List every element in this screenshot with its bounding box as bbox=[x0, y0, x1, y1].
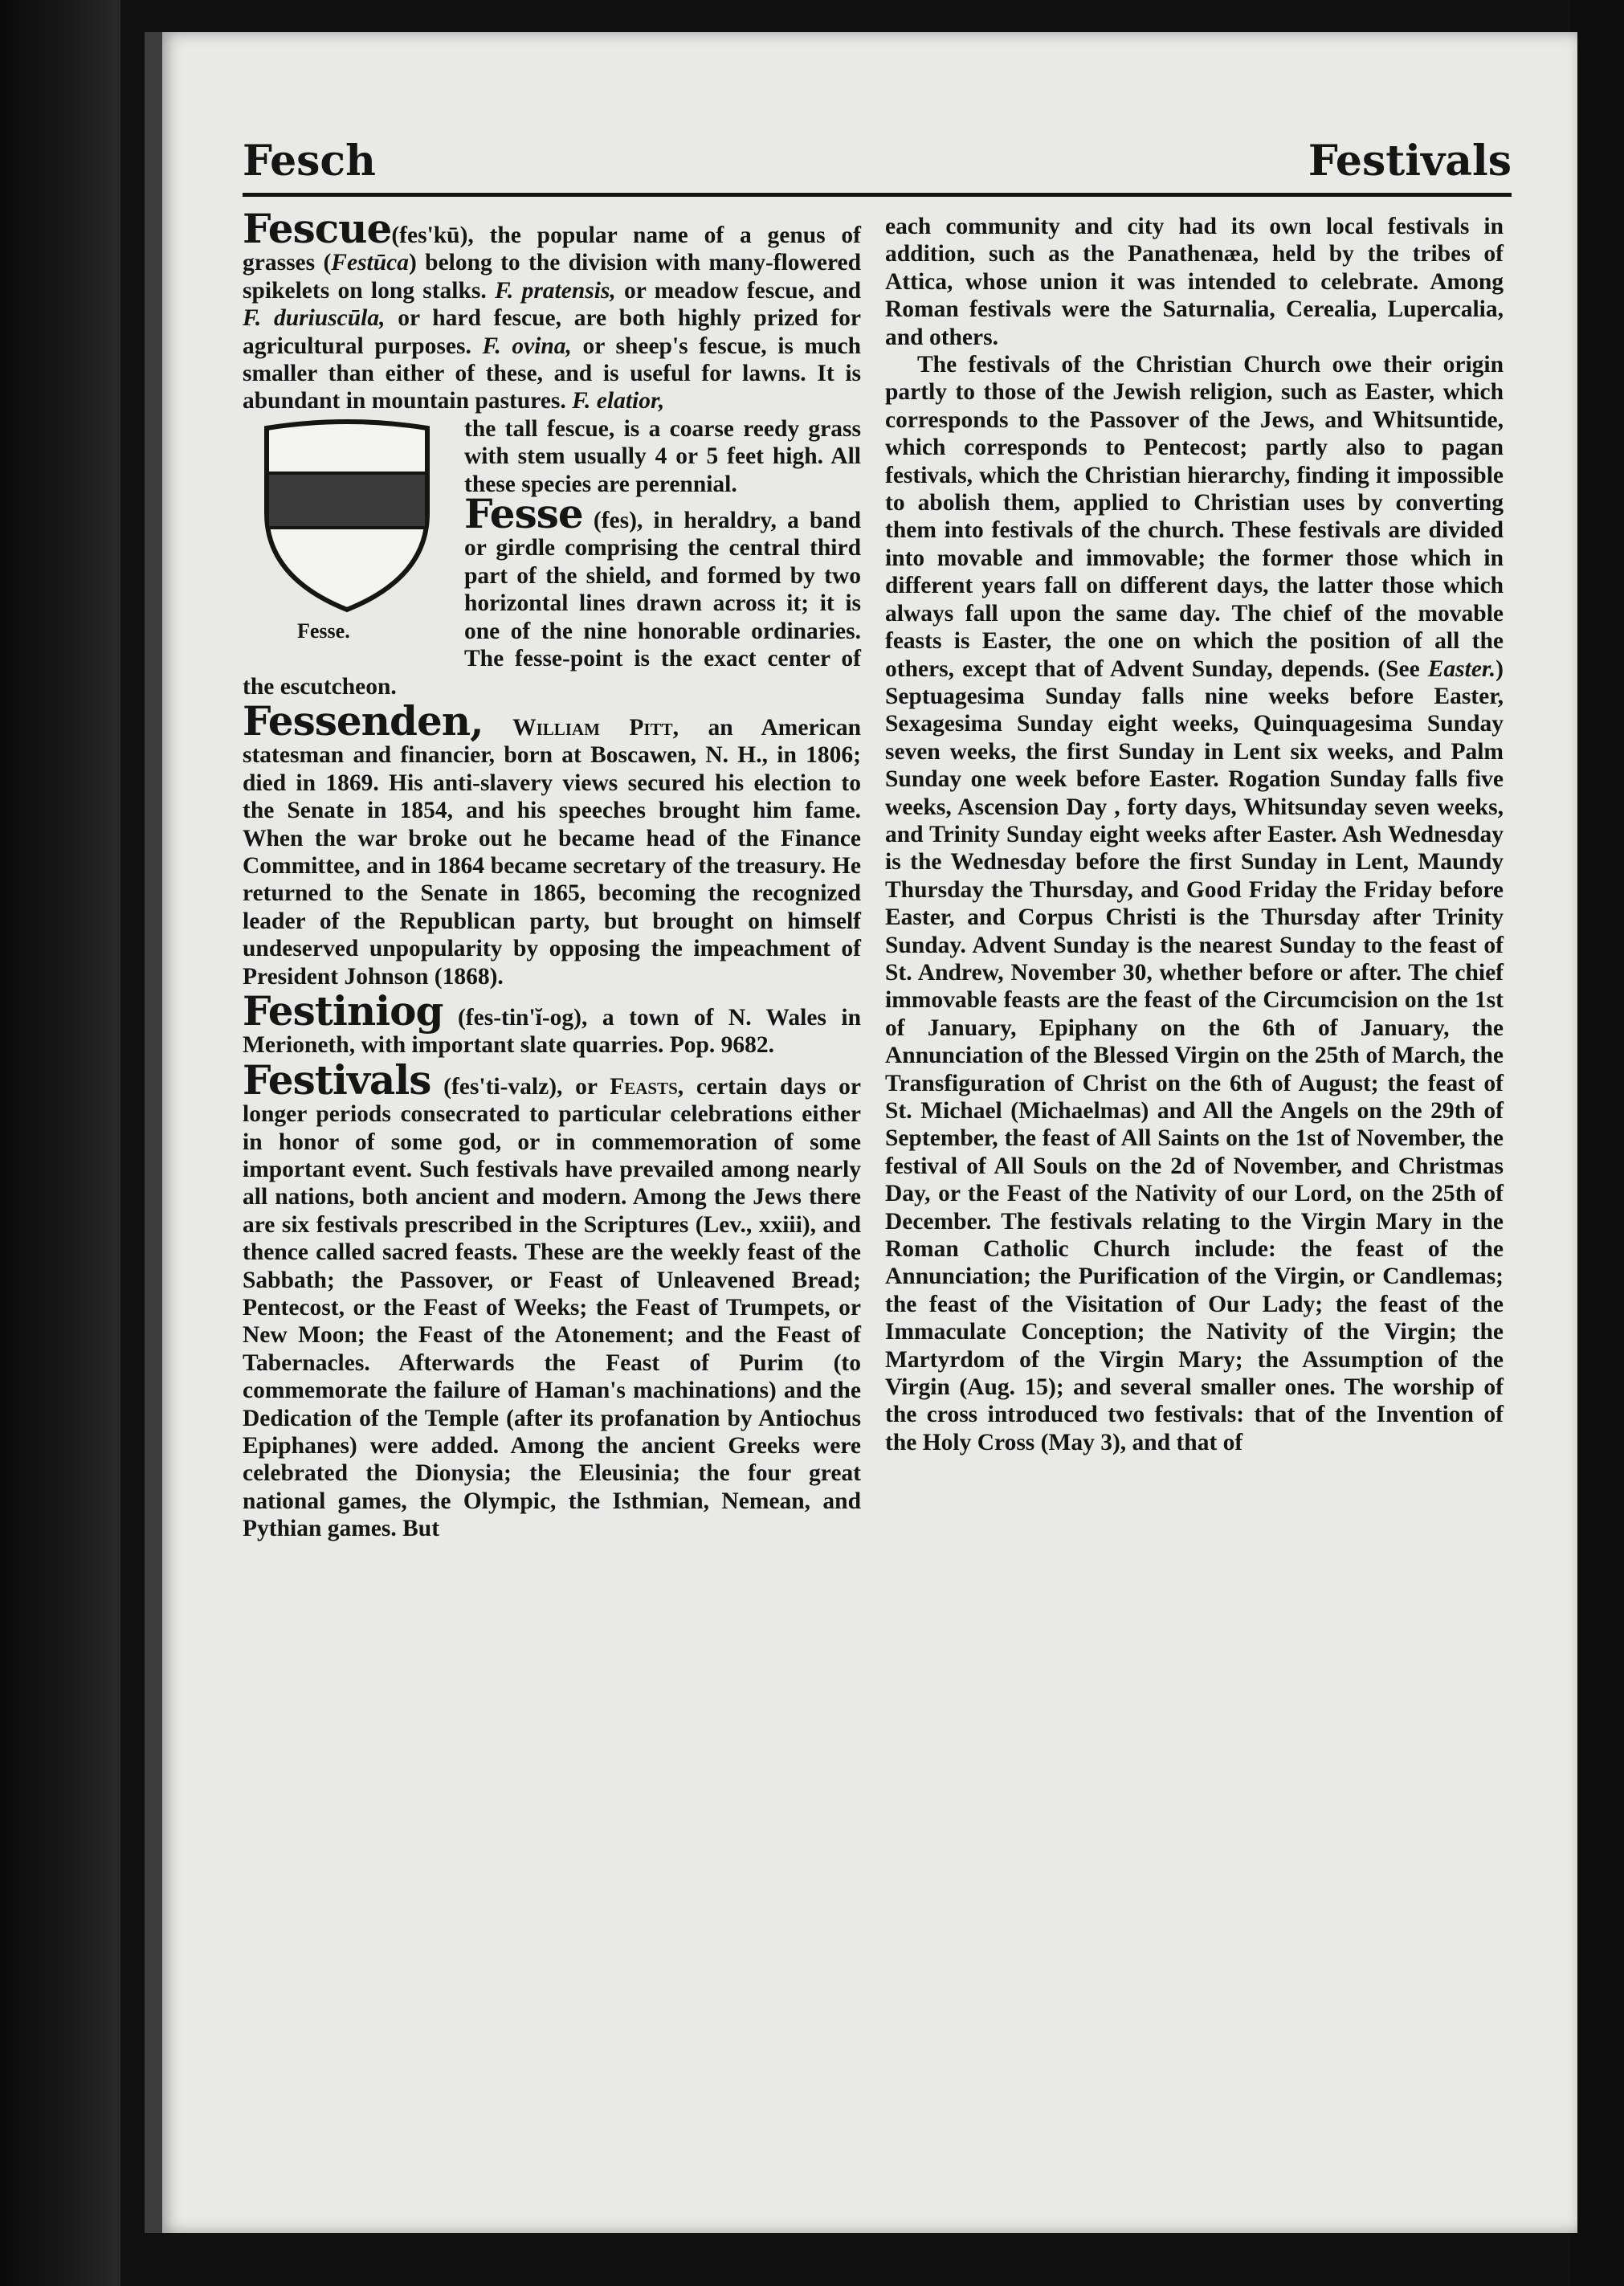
festivals-continuation bbox=[885, 213, 1504, 351]
header-rule bbox=[243, 193, 1512, 197]
festivals-christian-paragraph bbox=[885, 351, 1504, 1456]
entry-fescue bbox=[243, 205, 862, 415]
running-head-right: Festivals bbox=[1308, 137, 1512, 186]
festiniog-text: (fes-tin'ĭ-og), a town of N. Wales in Merioneth, with important slate quarries. Pop. 9682. bbox=[243, 1004, 861, 1059]
running-head-left: Fesch bbox=[243, 137, 376, 186]
headword-festiniog: Festiniog bbox=[243, 986, 443, 1035]
fescue-text-5: or sheep's fescue, is much smaller than either of these, and is useful for lawns. It is abundant in mountain pastures. bbox=[243, 333, 861, 414]
film-edge-left bbox=[0, 0, 120, 2286]
right-column bbox=[885, 213, 1504, 1456]
festivals-easter-ref: Easter. bbox=[1427, 655, 1496, 682]
fescue-italic-4: F. ovina, bbox=[482, 333, 572, 359]
fescue-text-2: ) belong to the division with many-flowered spikelets on long stalks. bbox=[243, 250, 862, 304]
headword-fescue: Fescue bbox=[243, 205, 392, 252]
festivals-text-3b: ) Septuagesima Sunday falls nine weeks before Easter, Sexagesima Sunday eight weeks, Quinquagesima Sunday seven weeks, the first Sunday in Lent six weeks, and Palm Sunday one week before Easter. Rogation Sunday falls five weeks, Ascension Day , forty days, Whitsunday seven weeks, and Trinity Sunday eight weeks after Easter. Ash Wednesday is the Wednesday before the first Sunday in Lent, Maundy Thursday the Thursday, and Good Friday the Friday before Easter, and Corpus Christi is the Thursday after Trinity Sunday. Advent Sunday is the nearest Sunday to the feast of St. Andrew, November 30, whether before or after. The chief immovable feasts are the feast of the Circumcision on the 1st of January, Epiphany on the 6th of January, the Annunciation of the Blessed Virgin on the 25th of March, the Transfiguration of Christ on the 6th of August; the feast of St. Michael (Michaelmas) and All the Angels on the 29th of September, the feast of All Saints on the 1st of November, the festival of All Souls on the 2d of November, and Christmas Day, or the Feast of the Nativity of our Lord, on the 25th of December. The festivals relating to the Virgin Mary in the Roman Catholic Church include: the feast of the Annunciation; the Purification of the Virgin, or Candlemas; the feast of the Visitation of Our Lady; the feast of the Immaculate Conception; the Nativity of the Virgin; the Martyrdom of the Virgin Mary; the Assumption of the Virgin (Aug. 15); and several smaller ones. The worship of the cross introduced two festivals: that of the Invention of the Holy Cross (May 3), and that of bbox=[885, 655, 1504, 1455]
festivals-text-2: certain days or longer periods consecrated to particular celebrations either in honor of some god, or in commemoration of some important event. Such festivals have prevailed among nearly all nations, both ancient and modern. Among the Jews there are six festivals prescribed in the Scriptures (Lev., xxiii), and thence called sacred feasts. These are the weekly feast of the Sabbath; the Passover, or Feast of Unleavened Bread; Pentecost, or the Feast of Weeks; the Feast of Trumpets, or New Moon; the Feast of the Atonement; and the Feast of Tabernacles. Afterwards the Feast of Purim (to commemorate the failure of Haman's machinations) and the Dedication of the Temple (after its profanation by Antiochus Epiphanes) were added. Among the ancient Greeks were celebrated the Dionysia; the Eleusinia; the four great national games, the Olympic, the Isthmian, Nemean, and Pythian games. But bbox=[243, 1073, 862, 1542]
fessenden-text: an American statesman and financier, born at Boscawen, N. H., in 1806; died in 1869. His anti-slavery views secured his election to the Senate in 1854, and his speeches brought him fame. When the war broke out he became head of the Finance Committee, and in 1864 became secretary of the treasury. He returned to the Senate in 1865, becoming the recognized leader of the Republican party, but brought on himself undeserved unpopularity by opposing the impeachment of President Johnson (1868). bbox=[243, 714, 861, 990]
running-head bbox=[243, 137, 1512, 209]
entry-festiniog bbox=[243, 986, 861, 1059]
fescue-italic-2: F. pratensis, bbox=[495, 277, 616, 304]
fesse-text: (fes), in heraldry, a band or girdle comprising the central third part of the shield, and formed by two horizontal lines drawn across it; it is one of the nine honorable ordinaries. The fesse-point is the exact center of the escutcheon. bbox=[243, 508, 861, 700]
fescue-text-3: or meadow fescue, and bbox=[615, 277, 861, 304]
entry-fessenden bbox=[243, 696, 861, 990]
festivals-text-2-continued: each community and city had its own local festivals in addition, such as the Panathenæa, held by the tribes of Attica, whose union it was intended to celebrate. Among Roman festivals were the Saturnalia, Cerealia, Lupercalia, and others. bbox=[885, 214, 1504, 350]
film-edge-right bbox=[1570, 0, 1624, 2286]
fescue-italic-3: F. duriuscūla, bbox=[243, 305, 386, 332]
fesse-caption: Fesse. bbox=[297, 618, 350, 643]
festivals-text-3a: The festivals of the Christian Church owe their origin partly to those of the Jewish religion, such as Easter, which corresponds to the Passover of the Jews, and Whitsuntide, which corresponds to Pentecost; partly also to pagan festivals, which the Christian hierarchy, finding it impossible to abolish them, applied to Christian uses by converting them into festivals of the church. These festivals are divided into movable and immovable; the former those which in different years fall on different days, the latter those which always fall upon the same day. The chief of the movable feasts is Easter, the one on which the position of all the others, except that of Advent Sunday, depends. (See bbox=[885, 352, 1504, 682]
festivals-text-1: (fes'ti-valz), or bbox=[430, 1073, 610, 1100]
book-page bbox=[145, 32, 1577, 2233]
fesse-shield-icon bbox=[243, 417, 451, 618]
fescue-text-1: (fes'kū), the popular name of a genus of grasses ( bbox=[243, 222, 861, 276]
fescue-text-4: or hard fescue, are both highly prized for agricultural purposes. bbox=[243, 305, 861, 359]
headword-festivals: Festivals bbox=[243, 1055, 431, 1104]
headword-fessenden: Fessenden, bbox=[243, 696, 484, 745]
entry-festivals bbox=[243, 1055, 862, 1543]
fessenden-name: William Pitt, bbox=[512, 714, 679, 741]
fescue-text-6: the tall fescue, is a coarse reedy grass with stem usually 4 or 5 feet high. All these species are perennial. bbox=[464, 415, 861, 497]
page-content bbox=[243, 88, 1528, 2177]
fescue-italic-5: F. elatior, bbox=[572, 388, 665, 414]
headword-fesse: Fesse bbox=[464, 490, 583, 538]
fesse-figure bbox=[243, 417, 451, 650]
festivals-feasts: Feasts, bbox=[610, 1073, 684, 1100]
left-column bbox=[243, 205, 862, 1543]
fescue-italic-1: Festūca bbox=[331, 250, 409, 276]
